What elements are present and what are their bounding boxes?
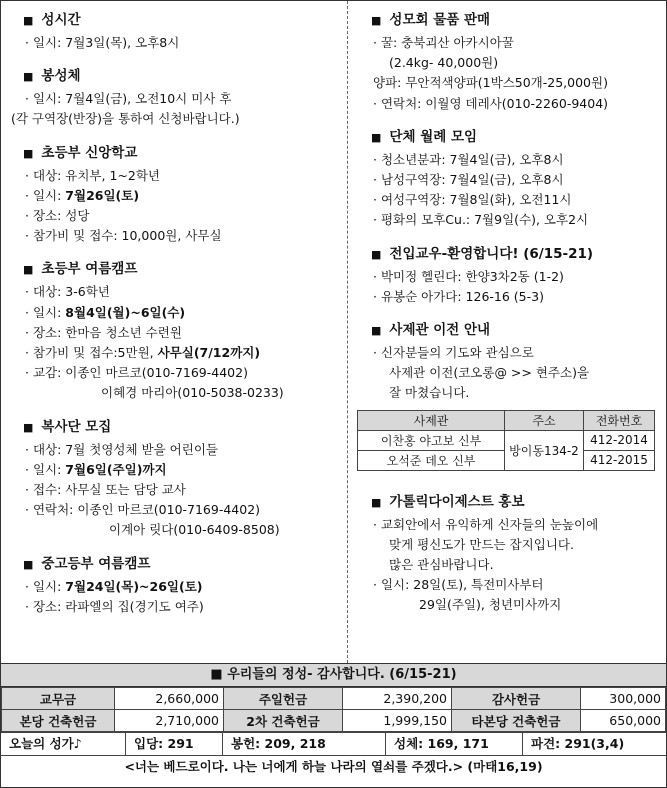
info-line: · 평화의 모후Cu.: 7월9일(수), 오후2시 [373, 212, 589, 228]
square-bullet-icon: ■ [371, 130, 382, 144]
info-line: · 일시: 7월24일(목)~26일(토) [25, 578, 203, 594]
hymn-offertory: 봉헌: 209, 218 [223, 733, 386, 755]
hymn-communion: 성체: 169, 171 [386, 733, 523, 755]
hymn-row [1, 732, 666, 756]
info-line: · 유봉순 아가다: 126-16 (5-3) [373, 288, 544, 304]
offering-label: 감사헌금 [452, 688, 581, 710]
offering-section [1, 663, 666, 778]
bible-verse: <너는 베드로이다. 나는 너에게 하늘 나라의 열쇠를 주겠다.> (마태16,19) [124, 759, 543, 774]
section-title: 사제관 이전 안내 [389, 322, 491, 339]
info-line: · 일시: 8월4일(월)~6일(수) [25, 304, 186, 320]
info-line: · 여성구역장: 7월8일(화), 오전11시 [373, 192, 572, 208]
date-value: 8월4일(월)~6일(수) [65, 304, 186, 320]
rectory-table [357, 410, 655, 471]
table-cell: 412-2014 [584, 430, 655, 450]
square-bullet-icon: ■ [210, 667, 223, 682]
section-new-members [357, 245, 662, 307]
date-value: 7월26일(토) [65, 187, 140, 203]
info-line: · 교감: 이종인 마르코(010-7169-4402) [25, 365, 248, 381]
offering-value: 2,660,000 [115, 688, 224, 710]
info-line: · 참가비 및 접수:5만원, 사무실(7/12까지) [25, 345, 261, 361]
right-column [357, 7, 662, 630]
section-altar-servers [9, 418, 339, 541]
section-title: 가톨릭다이제스트 홍보 [389, 493, 525, 510]
square-bullet-icon: ■ [371, 324, 382, 338]
hymn-label: 오늘의 성가♪ [1, 733, 126, 755]
table-cell: 412-2015 [584, 450, 655, 470]
info-line: · 대상: 유치부, 1~2학년 [25, 167, 160, 183]
offering-value: 300,000 [581, 688, 666, 710]
section-title: 봉성체 [41, 68, 81, 85]
info-line: 이혜경 마리아(010-5038-0233) [101, 385, 284, 401]
square-bullet-icon: ■ [23, 263, 34, 277]
offering-value: 1,999,150 [343, 710, 452, 732]
square-bullet-icon: ■ [371, 247, 382, 261]
section-title: 중고등부 여름캠프 [41, 555, 151, 572]
square-bullet-icon: ■ [23, 14, 34, 27]
info-line: · 장소: 성당 [25, 208, 90, 224]
info-line: · 장소: 라파엘의 집(경기도 여주) [25, 598, 204, 614]
square-bullet-icon: ■ [23, 146, 34, 160]
date-value: 7월6일(주일)까지 [65, 461, 167, 477]
info-line: 이계아 릿다(010-6409-8508) [109, 522, 280, 538]
section-title: 성시간 [41, 12, 81, 28]
offering-title: 우리들의 정성- 감사합니다. (6/15-21) [227, 667, 457, 682]
table-header: 전화번호 [584, 410, 655, 430]
info-line: · 신자분들의 기도와 관심으로 [373, 345, 534, 361]
info-line: · 꿀: 충북괴산 아카시아꿀 [373, 35, 514, 50]
section-holy-hour [9, 11, 339, 53]
date-value: 7월24일(목)~26일(토) [65, 578, 203, 594]
info-line: · 장소: 한마음 청소년 수련원 [25, 324, 182, 340]
column-divider [347, 1, 348, 663]
offering-label: 주일헌금 [224, 688, 343, 710]
square-bullet-icon: ■ [371, 14, 382, 27]
info-line: · 남성구역장: 7월4일(금), 오후8시 [373, 172, 564, 188]
offering-value: 2,390,200 [343, 688, 452, 710]
square-bullet-icon: ■ [23, 420, 34, 434]
section-children-summer-camp [9, 260, 339, 403]
table-cell: 이찬홍 야고보 신부 [358, 430, 505, 450]
square-bullet-icon: ■ [23, 70, 34, 84]
offering-label: 본당 건축헌금 [2, 710, 115, 732]
offering-value: 650,000 [581, 710, 666, 732]
section-catholic-digest [357, 493, 662, 616]
section-title: 전입교우-환영합니다! (6/15-21) [389, 245, 594, 262]
info-line: 많은 관심바랍니다. [389, 557, 494, 573]
info-line: · 대상: 3-6학년 [25, 284, 110, 300]
section-youth-summer-camp [9, 555, 339, 617]
section-title: 초등부 여름캠프 [41, 261, 138, 278]
square-bullet-icon: ■ [23, 557, 34, 571]
offering-table [1, 687, 666, 732]
info-line: · 일시: 7월26일(토) [25, 187, 140, 203]
section-title: 복사단 모집 [41, 418, 112, 435]
table-cell: 오석준 데오 신부 [358, 450, 505, 470]
section-title: 단체 월례 모임 [389, 128, 478, 145]
info-line: (각 구역장(반장)을 통하여 신청바랍니다.) [11, 111, 240, 127]
info-line: · 참가비 및 접수: 10,000원, 사무실 [25, 228, 222, 244]
section-communion-visit [9, 67, 339, 129]
info-line: · 일시: 7월6일(주일)까지 [25, 461, 167, 477]
info-line: · 교회안에서 유익하게 신자들의 눈높이에 [373, 516, 599, 532]
table-header: 주소 [505, 410, 584, 430]
offering-label: 2차 건축헌금 [224, 710, 343, 732]
info-line: 사제관 이전(코오롱@ >> 현주소)을 [389, 365, 590, 381]
info-line: 29일(주일), 청년미사까지 [419, 597, 562, 613]
section-title: 성모회 물품 판매 [389, 12, 491, 28]
section-title: 초등부 신앙학교 [41, 144, 138, 161]
info-line: · 일시: 28일(토), 특전미사부터 [373, 577, 544, 593]
left-column [9, 7, 339, 631]
section-rectory-move [357, 321, 662, 404]
table-header: 사제관 [358, 410, 505, 430]
info-line: · 청소년분과: 7월4일(금), 오후8시 [373, 151, 564, 167]
section-children-faith-school [9, 144, 339, 247]
info-line: · 연락처: 이월영 데레사(010-2260-9404) [373, 95, 609, 111]
info-line: · 연락처: 이종인 마르코(010-7169-4402) [25, 502, 261, 518]
info-line: 잘 마쳤습니다. [389, 385, 470, 401]
offering-value: 2,710,000 [115, 710, 224, 732]
hymn-entrance: 입당: 291 [126, 733, 223, 755]
info-line: · 대상: 7월 첫영성체 받을 어린이들 [25, 441, 218, 457]
info-line: · 일시: 7월3일(목), 오후8시 [25, 35, 180, 50]
section-mothers-sale [357, 11, 662, 114]
info-line: 맞게 평신도가 만드는 잡지입니다. [389, 536, 574, 552]
info-line: · 박미정 헬린다: 한양3차2동 (1-2) [373, 268, 564, 284]
info-line: (2.4kg- 40,000원) [389, 55, 499, 71]
table-cell: 방이동134-2 [505, 430, 584, 470]
info-line: · 접수: 사무실 또는 담당 교사 [25, 482, 186, 498]
square-bullet-icon: ■ [371, 495, 382, 509]
info-line: 양파: 무안적색양파(1박스50개-25,000원) [373, 75, 608, 91]
info-line: · 일시: 7월4일(금), 오전10시 미사 후 [25, 91, 232, 107]
offering-label: 타본당 건축헌금 [452, 710, 581, 732]
section-monthly-meetings [357, 128, 662, 231]
hymn-dismissal: 파견: 291(3,4) [531, 736, 625, 751]
offering-label: 교무금 [2, 688, 115, 710]
